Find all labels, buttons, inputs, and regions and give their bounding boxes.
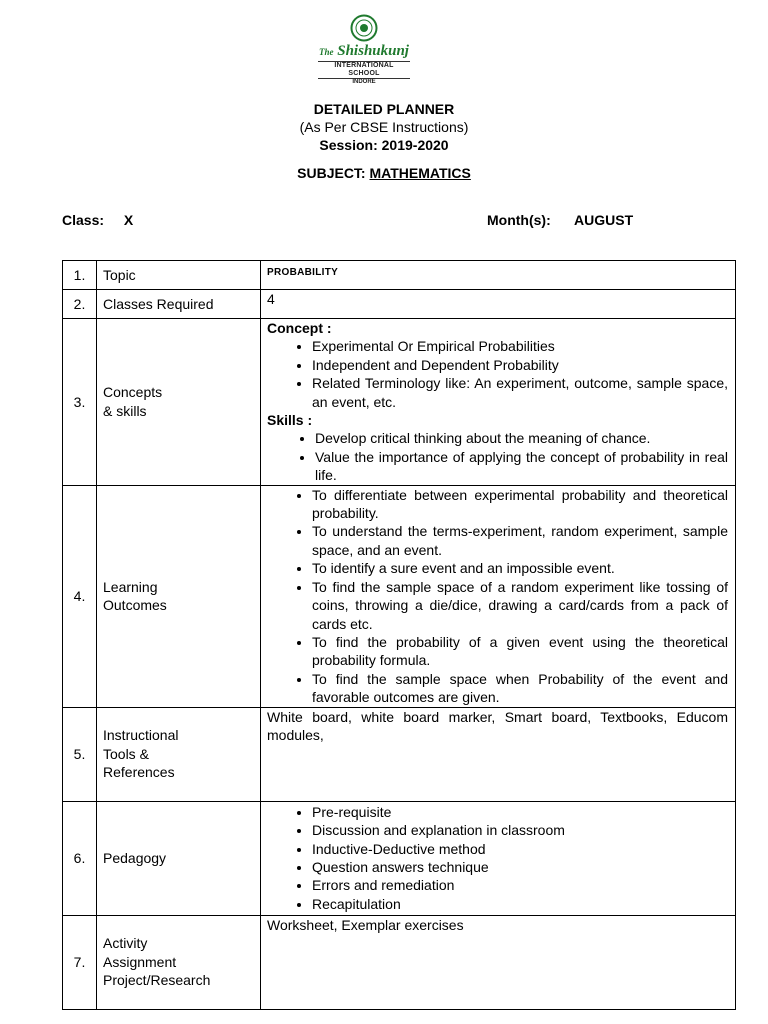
table-row: [63, 707, 736, 801]
row-label: Pedagogy: [97, 801, 261, 915]
list-item: • To identify a sure event and an impossible event.: [312, 559, 728, 577]
row-number: 2.: [63, 290, 97, 319]
planner-subtitle: (As Per CBSE Instructions): [299, 119, 469, 135]
row-label-line: & skills: [103, 402, 147, 419]
list-item: • To find the sample space when Probability of the event and favorable outcomes are given.: [312, 670, 728, 707]
outcomes-list: [267, 486, 728, 707]
row-label: [97, 915, 261, 1009]
list-item: • Errors and remediation: [312, 876, 728, 894]
row-label: [97, 319, 261, 486]
list-item: • To understand the terms-experiment, random experiment, sample space, and an event.: [312, 522, 728, 559]
row-label-line: Assignment: [103, 953, 177, 970]
planner-title: DETAILED PLANNER: [313, 101, 455, 117]
row-detail: Worksheet, Exemplar exercises: [261, 915, 736, 1009]
list-item: • Develop critical thinking about the meaning of chance.: [315, 429, 728, 447]
row-label-line: Instructional: [103, 727, 179, 744]
row-detail: [261, 319, 736, 486]
row-detail: White board, white board marker, Smart board, Textbooks, Educom modules,: [261, 707, 736, 801]
list-item: • To find the probability of a given event using the theoretical probability formula.: [312, 633, 728, 670]
row-detail: 4: [261, 290, 736, 319]
concept-list: [267, 337, 728, 411]
row-number: 3.: [63, 319, 97, 486]
row-label-line: Learning: [103, 578, 158, 595]
row-label: Classes Required: [97, 290, 261, 319]
row-detail: [261, 485, 736, 707]
table-row: [63, 915, 736, 1009]
list-item: • Value the importance of applying the concept of probability in real life.: [315, 448, 728, 485]
row-label: [97, 707, 261, 801]
session-label: Session: 2019-2020: [319, 137, 449, 153]
list-item: • Experimental Or Empirical Probabilities: [312, 337, 728, 355]
table-row: [63, 485, 736, 707]
school-tagline: INTERNATIONAL SCHOOL: [318, 61, 410, 79]
row-label-line: Project/Research: [103, 972, 211, 989]
list-item: • To differentiate between experimental probability and theoretical probability.: [312, 486, 728, 523]
list-item: • Discussion and explanation in classroom: [312, 821, 728, 839]
list-item: • Question answers technique: [312, 858, 728, 876]
topic-value: PROBABILITY: [267, 267, 339, 278]
school-city: INDORE: [352, 79, 376, 85]
list-item: • Independent and Dependent Probability: [312, 356, 728, 374]
school-name-prefix: The: [319, 47, 334, 57]
skills-list: [267, 429, 728, 484]
row-detail: [261, 801, 736, 915]
table-row: [63, 801, 736, 915]
list-item: • Pre-requisite: [312, 803, 728, 821]
row-label-line: Outcomes: [103, 597, 167, 614]
row-label-line: Tools &: [103, 745, 149, 762]
school-logo: [316, 14, 412, 85]
subject-value: MATHEMATICS: [369, 165, 471, 181]
subject-label: SUBJECT:: [297, 165, 370, 181]
concept-heading: Concept :: [267, 320, 332, 336]
list-item: • Inductive-Deductive method: [312, 840, 728, 858]
class-label: Class:: [62, 212, 105, 228]
month-value: AUGUST: [574, 212, 634, 228]
row-label-line: References: [103, 764, 175, 781]
class-info: [62, 212, 133, 228]
emblem-icon: [349, 14, 379, 42]
row-label: [97, 485, 261, 707]
school-name: [316, 43, 412, 60]
class-value: X: [123, 212, 134, 228]
skills-heading: Skills :: [267, 412, 313, 429]
month-label: Month(s):: [487, 212, 551, 228]
list-item: • Recapitulation: [312, 895, 728, 913]
month-info: [487, 212, 633, 228]
row-detail: [261, 261, 736, 290]
row-number: 4.: [63, 485, 97, 707]
list-item: • To find the sample space of a random experiment like tossing of coins, throwing a die/dice, drawing a card/cards from a pack of cards etc.: [312, 578, 728, 633]
row-number: 5.: [63, 707, 97, 801]
subject-line: [0, 164, 768, 182]
planner-table: [62, 260, 736, 1010]
table-row: [63, 261, 736, 290]
row-number: 1.: [63, 261, 97, 290]
school-name-main: Shishukunj: [337, 43, 409, 59]
row-label-line: Activity: [103, 935, 148, 952]
table-row: [63, 290, 736, 319]
list-item: • Related Terminology like: An experiment, outcome, sample space, an event, etc.: [312, 374, 728, 411]
pedagogy-list: [267, 803, 728, 913]
table-row: [63, 319, 736, 486]
row-label: Topic: [97, 261, 261, 290]
row-number: 6.: [63, 801, 97, 915]
row-number: 7.: [63, 915, 97, 1009]
row-label-line: Concepts: [103, 384, 163, 401]
